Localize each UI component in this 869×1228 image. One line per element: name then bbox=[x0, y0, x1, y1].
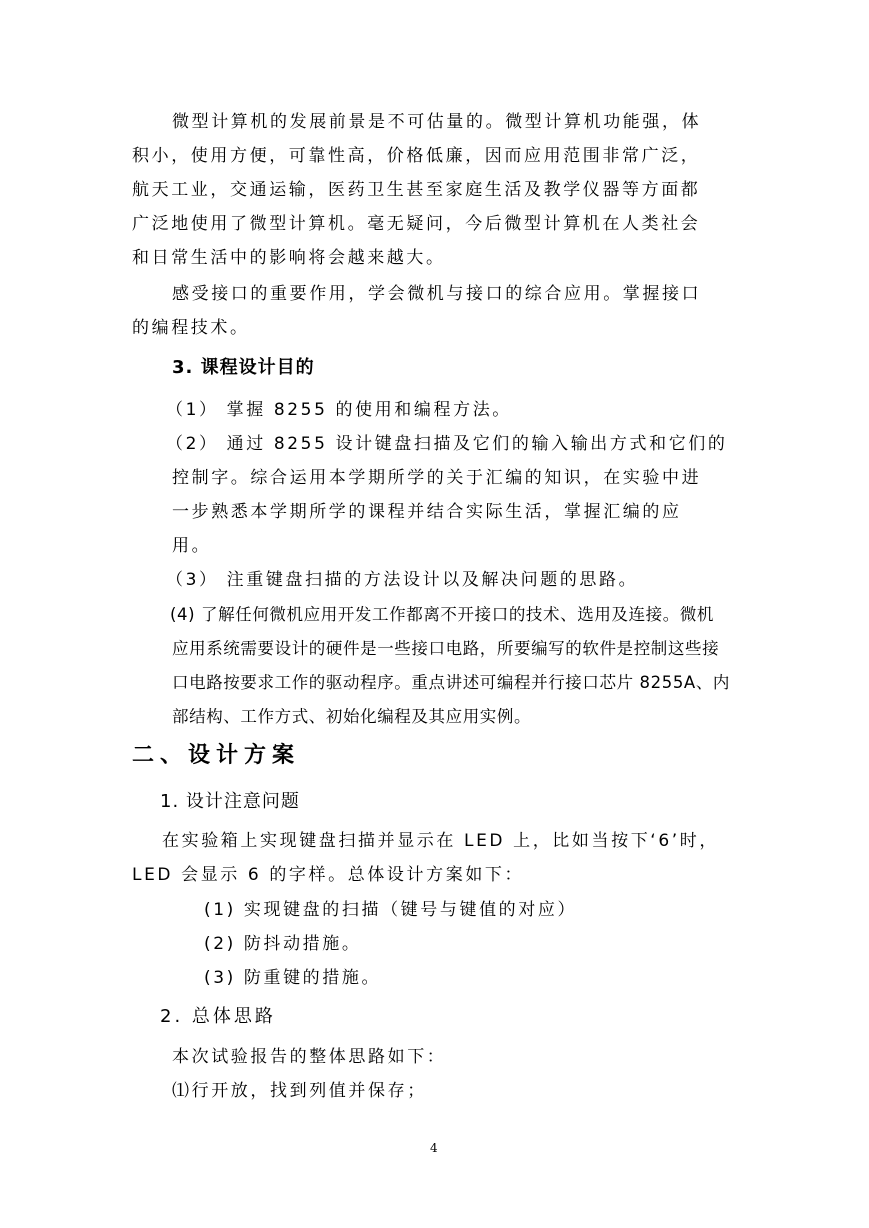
section3-item4-line3: 口电路按要求工作的驱动程序。重点讲述可编程并行接口芯片 8255A、内 bbox=[172, 673, 731, 692]
sub1-list-item2: (2) 防抖动措施。 bbox=[204, 934, 362, 954]
intro-p1-line4: 广泛地使用了微型计算机。毫无疑问，今后微型计算机在人类社会 bbox=[132, 214, 701, 234]
sub1-text-line2: LED 会显示 6 的字样。总体设计方案如下： bbox=[132, 865, 525, 885]
section3-item2-line4: 用。 bbox=[172, 536, 212, 556]
section3-item4-line1: (4) 了解任何微机应用开发工作都离不开接口的技术、选用及连接。微机 bbox=[170, 605, 715, 624]
section3-item4-line2: 应用系统需要设计的硬件是一些接口电路，所要编写的软件是控制这些接 bbox=[172, 639, 720, 658]
sub2-text: 本次试验报告的整体思路如下： bbox=[172, 1047, 447, 1067]
intro-p2-line2: 的编程技术。 bbox=[132, 318, 250, 338]
sub1-list-item3: (3) 防重键的措施。 bbox=[204, 968, 382, 988]
intro-p1-line5: 和日常生活中的影响将会越来越大。 bbox=[132, 248, 446, 268]
section3-heading: 3. 课程设计目的 bbox=[172, 357, 315, 378]
chapter2-heading: 二、设计方案 bbox=[132, 743, 301, 768]
sub2-step1: ⑴行开放，找到列值并保存； bbox=[172, 1081, 427, 1101]
section3-item1: （1） 掌握 8255 的使用和编程方法。 bbox=[166, 400, 512, 420]
section3-item3: （3） 注重键盘扫描的方法设计以及解决问题的思路。 bbox=[166, 570, 639, 590]
intro-p1-line3: 航天工业，交通运输，医药卫生甚至家庭生活及教学仪器等方面都 bbox=[132, 180, 701, 200]
page-number: 4 bbox=[430, 1141, 438, 1155]
sub2-heading: 2. 总体思路 bbox=[160, 1006, 276, 1027]
sub1-text-line1: 在实验箱上实现键盘扫描并显示在 LED 上，比如当按下‘6’时， bbox=[162, 831, 719, 851]
section3-item2-line1: （2） 通过 8255 设计键盘扫描及它们的输入输出方式和它们的 bbox=[166, 434, 728, 454]
intro-p1-line1: 微型计算机的发展前景是不可估量的。微型计算机功能强，体 bbox=[172, 112, 702, 132]
section3-item4-line4: 部结构、工作方式、初始化编程及其应用实例。 bbox=[172, 707, 532, 726]
sub1-list-item1: (1) 实现键盘的扫描（键号与键值的对应） bbox=[204, 900, 578, 920]
section3-item2-line2: 控制字。综合运用本学期所学的关于汇编的知识，在实验中进 bbox=[172, 468, 702, 488]
intro-p2-line1: 感受接口的重要作用，学会微机与接口的综合应用。掌握接口 bbox=[172, 284, 702, 304]
section3-item2-line3: 一步熟悉本学期所学的课程并结合实际生活，掌握汇编的应 bbox=[172, 502, 682, 522]
sub1-heading: 1. 设计注意问题 bbox=[160, 791, 300, 812]
intro-p1-line2: 积小，使用方便，可靠性高，价格低廉，因而应用范围非常广泛， bbox=[132, 146, 701, 166]
